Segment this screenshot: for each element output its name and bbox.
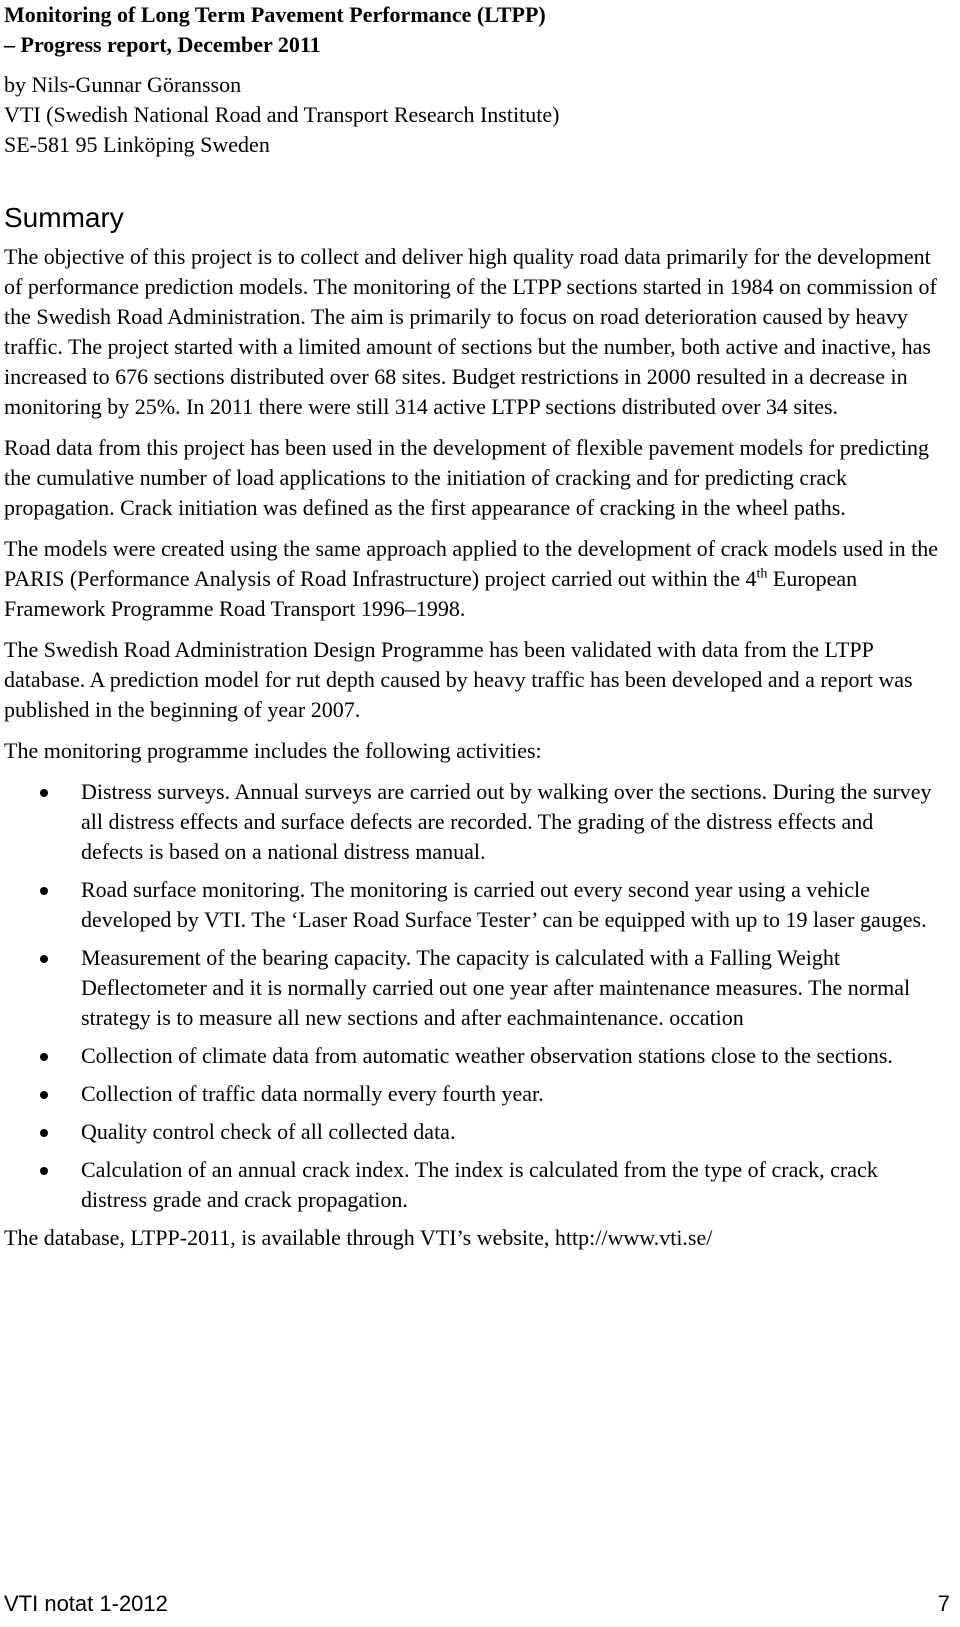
list-item-text: Measurement of the bearing capacity. The capacity is calculated with a Falling Weight Deflectometer and it is normally carried out one year after maintenance measures. The normal strategy is to measure all new sections and after eachmaintenance. occation bbox=[81, 945, 911, 1030]
summary-heading: Summary bbox=[4, 202, 124, 233]
paragraph-3-text-end: European Framework Programme Road Transport 1996–1998. bbox=[4, 566, 858, 621]
activities-list bbox=[4, 777, 954, 1215]
document-page bbox=[4, 0, 954, 1264]
title-line-2: – Progress report, December 2011 bbox=[4, 32, 321, 57]
list-item-text: Quality control check of all collected data. bbox=[81, 1119, 456, 1144]
title-line-1: Monitoring of Long Term Pavement Performance (LTPP) bbox=[4, 2, 546, 27]
list-item bbox=[4, 875, 941, 935]
author-line: by Nils-Gunnar Göransson bbox=[4, 72, 242, 97]
bullet-icon bbox=[40, 955, 48, 963]
list-item-text: Distress surveys. Annual surveys are carried out by walking over the sections. During the survey all distress effects and surface defects are recorded. The grading of the distress effects and defects is based on a national distress manual. bbox=[81, 779, 932, 864]
bullet-icon bbox=[40, 1091, 48, 1099]
list-item bbox=[4, 1155, 941, 1215]
list-item-text: Collection of traffic data normally every fourth year. bbox=[81, 1081, 544, 1106]
list-item bbox=[4, 1117, 941, 1147]
summary-paragraph-2: Road data from this project has been used in the development of flexible pavement models for predicting the cumulative number of load applications to the initiation of cracking and for predicting crack propagation. Crack initiation was defined as the first appearance of cracking in the wheel paths. bbox=[4, 435, 929, 520]
list-item bbox=[4, 777, 941, 867]
address-line: SE-581 95 Linköping Sweden bbox=[4, 132, 270, 157]
bullet-icon bbox=[40, 789, 48, 797]
list-item bbox=[4, 1041, 941, 1071]
bullet-icon bbox=[40, 1129, 48, 1137]
list-item-text: Calculation of an annual crack index. The index is calculated from the type of crack, crack distress grade and crack propagation. bbox=[81, 1157, 878, 1212]
list-item-text: Collection of climate data from automatic weather observation stations close to the sections. bbox=[81, 1043, 893, 1068]
footer-publication: VTI notat 1-2012 bbox=[4, 1591, 168, 1616]
ordinal-superscript: th bbox=[756, 566, 768, 582]
activities-intro: The monitoring programme includes the following activities: bbox=[4, 738, 542, 763]
list-item bbox=[4, 1079, 941, 1109]
closing-paragraph: The database, LTPP-2011, is available through VTI’s website, http://www.vti.se/ bbox=[4, 1225, 713, 1250]
paragraph-3-text: The models were created using the same approach applied to the development of crack models used in the PARIS (Performance Analysis of Road Infrastructure) project carried out within the 4 bbox=[4, 536, 939, 591]
summary-paragraph-3 bbox=[4, 534, 950, 624]
list-item-text: Road surface monitoring. The monitoring is carried out every second year using a vehicle developed by VTI. The ‘Laser Road Surface Tester’ can be equipped with up to 19 laser gauges. bbox=[81, 877, 927, 932]
report-title bbox=[4, 0, 954, 60]
summary-paragraph-1: The objective of this project is to collect and deliver high quality road data primarily for the development of performance prediction models. The monitoring of the LTPP sections started in 1984 on commission of the Swedish Road Administration. The aim is primarily to focus on road deterioration caused by heavy traffic. The project started with a limited amount of sections but the number, both active and inactive, has increased to 676 sections distributed over 68 sites. Budget restrictions in 2000 resulted in a decrease in monitoring by 25%. In 2011 there were still 314 active LTPP sections distributed over 34 sites. bbox=[4, 244, 937, 419]
page-number: 7 bbox=[937, 1591, 950, 1616]
bullet-icon bbox=[40, 1053, 48, 1061]
institute-line: VTI (Swedish National Road and Transport Research Institute) bbox=[4, 102, 560, 127]
summary-paragraph-4: The Swedish Road Administration Design Programme has been validated with data from the LTPP database. A prediction model for rut depth caused by heavy traffic has been developed and a report was published in the beginning of year 2007. bbox=[4, 637, 913, 722]
bullet-icon bbox=[40, 887, 48, 895]
list-item bbox=[4, 943, 941, 1033]
author-block bbox=[4, 70, 954, 160]
bullet-icon bbox=[40, 1167, 48, 1175]
